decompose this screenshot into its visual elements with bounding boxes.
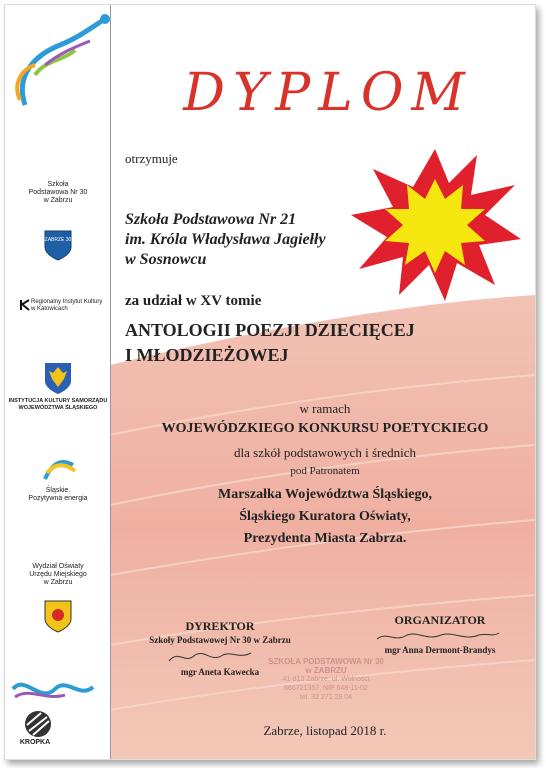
school-logo-text-2: Podstawowa Nr 30 — [28, 189, 88, 196]
director-name: mgr Aneta Kawecka — [180, 667, 260, 677]
school-logo-text-1: Szkoła — [47, 181, 69, 188]
stamp-line-2: w ZABRZU — [305, 666, 347, 675]
kropka-logo-icon — [23, 709, 53, 739]
institute-logo-icon — [19, 299, 31, 311]
slaskie-logo-icon — [41, 455, 77, 485]
institute-text: Regionalny Instytut Kultury w Katowicach — [31, 299, 103, 312]
patron-line-3: Prezydenta Miasta Zabrza. — [243, 531, 407, 546]
schools-text: dla szkół podstawowych i średnich — [234, 445, 416, 460]
recipient-line-2: im. Króla Władysława Jagiełły — [125, 231, 326, 248]
patronage-text: pod Patronatem — [290, 465, 360, 477]
footer-date: Zabrze, listopad 2018 r. — [263, 723, 387, 738]
recipient-line-3: w Sosnowcu — [125, 251, 207, 268]
zabrze-badge-text: ZABRZE 30 — [44, 237, 72, 243]
organizer-title: ORGANIZATOR — [394, 613, 486, 627]
school-stamp — [251, 657, 401, 702]
slaskie-slogan: Pozytywna energia — [28, 495, 88, 502]
kropka-text: KROPKA — [19, 739, 51, 746]
school-logo-text-3: w Zabrzu — [43, 197, 73, 204]
wydzial-text-2: Urzędu Miejskiego — [29, 571, 87, 578]
stamp-line-5: tel. 32 271 29 04 — [299, 694, 353, 701]
stamp-line-1: SZKOŁA PODSTAWOWA Nr 30 — [268, 657, 384, 666]
zabrze-shield-icon — [43, 229, 73, 261]
wydzial-text-1: Wydział Oświaty — [32, 563, 84, 570]
organizer-name: mgr Anna Dermont-Brandys — [384, 645, 496, 655]
anthology-line-2: I MŁODZIEŻOWEJ — [125, 345, 289, 365]
receives-text: otrzymuje — [125, 151, 178, 166]
zabrze-coat-of-arms-icon — [43, 599, 73, 633]
recipient-line-1: Szkoła Podstawowa Nr 21 — [125, 211, 297, 228]
patron-line-2: Śląskiego Kuratora Oświaty, — [239, 509, 411, 524]
in-scope-text: w ramach — [299, 401, 351, 416]
participation-text: za udział w XV tomie — [125, 293, 262, 309]
culture-institution-text: INSTYTUCJA KULTURY SAMORZĄDU WOJEWÓDZTWA ŚLĄSKIEGO — [8, 398, 108, 411]
slaskie-text: Śląskie. — [45, 487, 71, 494]
contest-name: WOJEWÓDZKIEGO KONKURSU POETYCKIEGO — [161, 421, 489, 436]
swirl-ornament-top — [5, 5, 110, 115]
patron-line-1: Marszałka Województwa Śląskiego, — [217, 487, 432, 502]
director-title: DYREKTOR — [185, 619, 255, 633]
director-signature-icon — [165, 647, 255, 667]
swirl-ornament-bottom — [5, 669, 110, 709]
diploma-page — [4, 4, 536, 760]
anthology-line-1: ANTOLOGII POEZJI DZIECIĘCEJ — [125, 320, 415, 340]
wydzial-text-3: w Zabrzu — [43, 579, 73, 586]
diploma-title: DYPLOM — [183, 63, 473, 123]
director-school: Szkoły Podstawowej Nr 30 w Zabrzu — [149, 635, 291, 645]
stamp-line-4: 666721357, NIP 648-11-02 — [284, 685, 368, 692]
silesia-eagle-icon — [43, 361, 73, 395]
sun-illustration — [345, 135, 525, 305]
sidebar-logos — [5, 5, 111, 759]
stamp-line-3: 41-813 Zabrze, ul. Wolności — [282, 676, 370, 683]
organizer-signature-icon — [373, 629, 503, 645]
